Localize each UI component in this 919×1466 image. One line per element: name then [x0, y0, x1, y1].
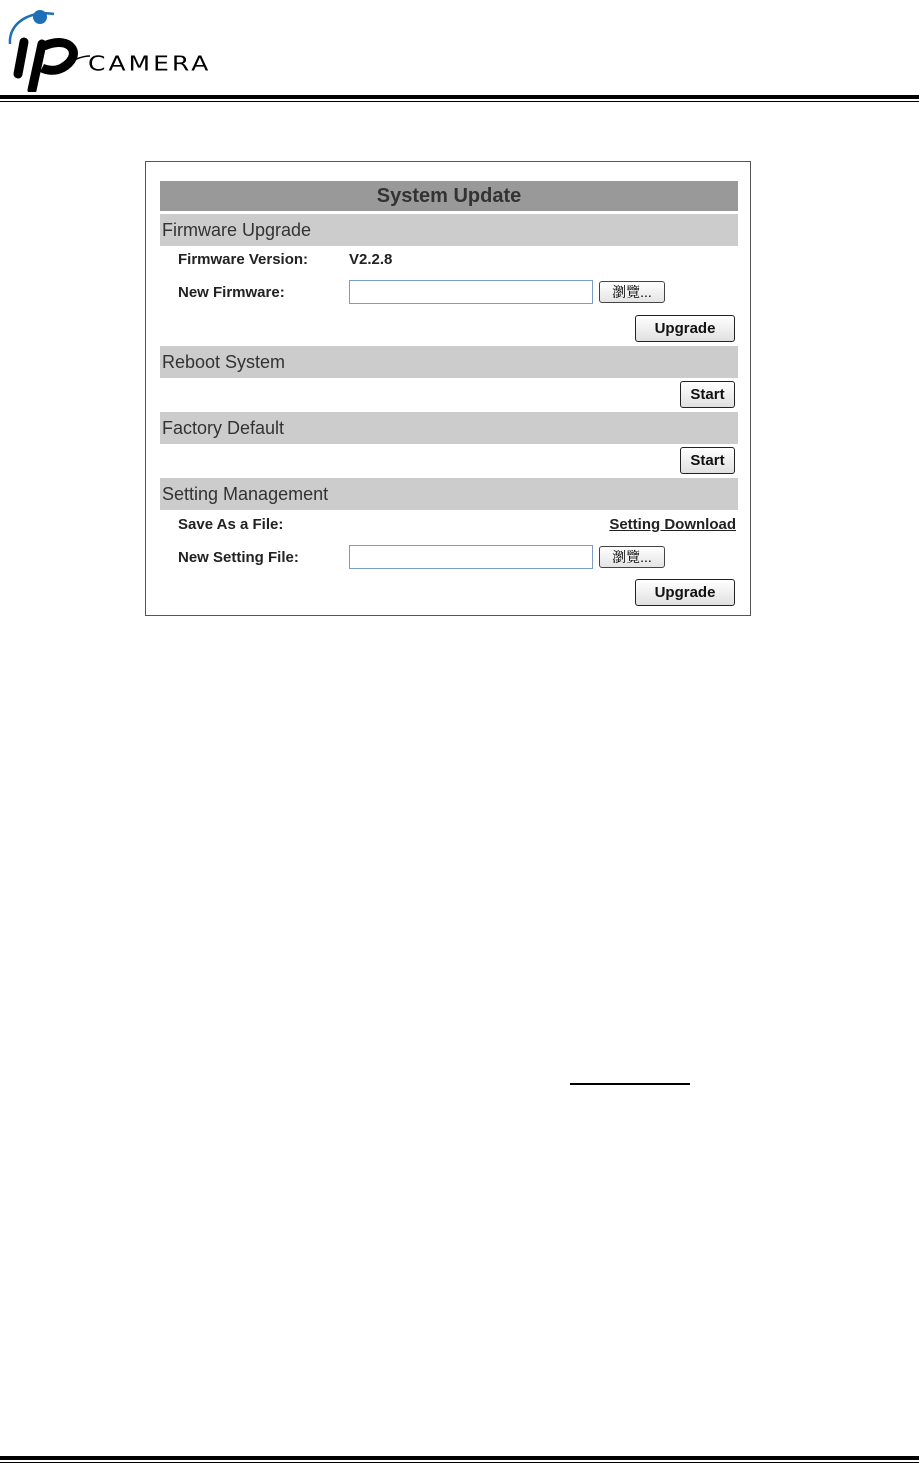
new-setting-file-input[interactable]	[349, 545, 593, 569]
new-setting-file-label: New Setting File:	[178, 549, 299, 566]
new-firmware-input[interactable]	[349, 280, 593, 304]
setting-download-link[interactable]: Setting Download	[609, 516, 736, 533]
ip-logo-icon	[2, 4, 92, 92]
system-update-panel	[145, 161, 751, 616]
section-firmware-upgrade: Firmware Upgrade	[160, 214, 738, 246]
footer-divider-thin	[0, 1462, 919, 1463]
header-divider-thin	[0, 101, 919, 102]
save-as-file-label: Save As a File:	[178, 516, 284, 533]
header-divider-thick	[0, 95, 919, 99]
ip-camera-logo	[2, 4, 262, 92]
firmware-version-value: V2.2.8	[349, 251, 393, 268]
firmware-version-label: Firmware Version:	[178, 251, 309, 268]
section-setting-management: Setting Management	[160, 478, 738, 510]
panel-title: System Update	[160, 181, 738, 211]
footer-divider-thick	[0, 1456, 919, 1460]
new-firmware-label: New Firmware:	[178, 284, 285, 301]
setting-browse-button[interactable]: 瀏覽...	[599, 546, 665, 568]
setting-upgrade-button[interactable]: Upgrade	[635, 579, 735, 606]
section-factory-default: Factory Default	[160, 412, 738, 444]
firmware-browse-button[interactable]: 瀏覽...	[599, 281, 665, 303]
reboot-start-button[interactable]: Start	[680, 381, 735, 408]
firmware-upgrade-button[interactable]: Upgrade	[635, 315, 735, 342]
underline-mark	[570, 1083, 690, 1085]
logo-text: CAMERA	[88, 52, 212, 76]
section-reboot-system: Reboot System	[160, 346, 738, 378]
factory-default-start-button[interactable]: Start	[680, 447, 735, 474]
